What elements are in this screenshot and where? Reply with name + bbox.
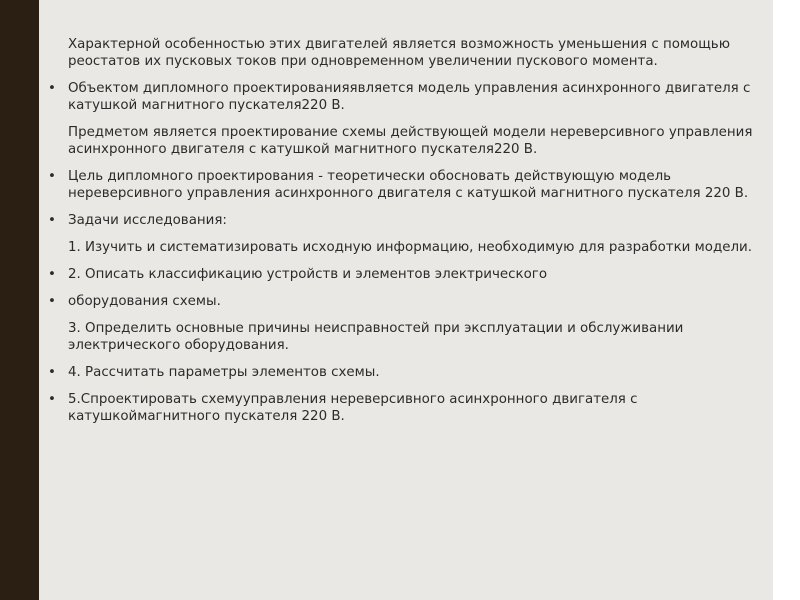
list-item <box>48 168 768 202</box>
list-item-text: Задачи исследования: <box>68 213 227 228</box>
list-item <box>48 212 768 229</box>
list-item-text: оборудования схемы. <box>68 294 221 309</box>
list-item <box>48 239 768 256</box>
list-item <box>48 391 768 425</box>
list-item <box>48 320 768 354</box>
bullet-marker: • <box>48 169 56 184</box>
list-item <box>48 364 768 381</box>
bullet-marker: • <box>48 365 56 380</box>
list-item-text: Характерной особенностью этих двигателей является возможность уменьшения с помощью реостатов их пусковых токов при одновременном увеличении пускового момента. <box>68 37 730 69</box>
list-item-text: 3. Определить основные причины неисправностей при эксплуатации и обслуживании электрического оборудования. <box>68 321 684 353</box>
list-item <box>48 124 768 158</box>
bullet-marker: • <box>48 81 56 96</box>
list-item <box>48 36 768 70</box>
bullet-marker: • <box>48 294 56 309</box>
list-item-text: Предметом является проектирование схемы действующей модели нереверсивного управления асинхронного двигателя с катушкой магнитного пускателя220 В. <box>68 125 753 157</box>
list-item-text: 5.Спроектировать схемууправления нереверсивного асинхронного двигателя с катушкоймагнитного пускателя 220 В. <box>68 392 638 424</box>
list-item-text: 4. Рассчитать параметры элементов схемы. <box>68 365 380 380</box>
list-item-text: 1. Изучить и систематизировать исходную информацию, необходимую для разработки модели. <box>68 240 752 255</box>
bullet-marker: • <box>48 267 56 282</box>
list-item-text: Объектом дипломного проектированияявляется модель управления асинхронного двигателя с катушкой магнитного пускателя220 В. <box>68 81 751 113</box>
bullet-marker: • <box>48 392 56 407</box>
list-item-text: Цель дипломного проектирования - теоретически обосновать действующую модель нереверсивного управления асинхронного двигателя с катушкой магнитного пускателя 220 В. <box>68 169 749 201</box>
list-item <box>48 293 768 310</box>
bullet-list <box>48 36 768 425</box>
left-decorative-band <box>0 0 39 600</box>
bullet-marker: • <box>48 213 56 228</box>
right-margin <box>773 0 800 600</box>
list-item <box>48 266 768 283</box>
list-item-text: 2. Описать классификацию устройств и элементов электрического <box>68 267 548 282</box>
list-item <box>48 80 768 114</box>
